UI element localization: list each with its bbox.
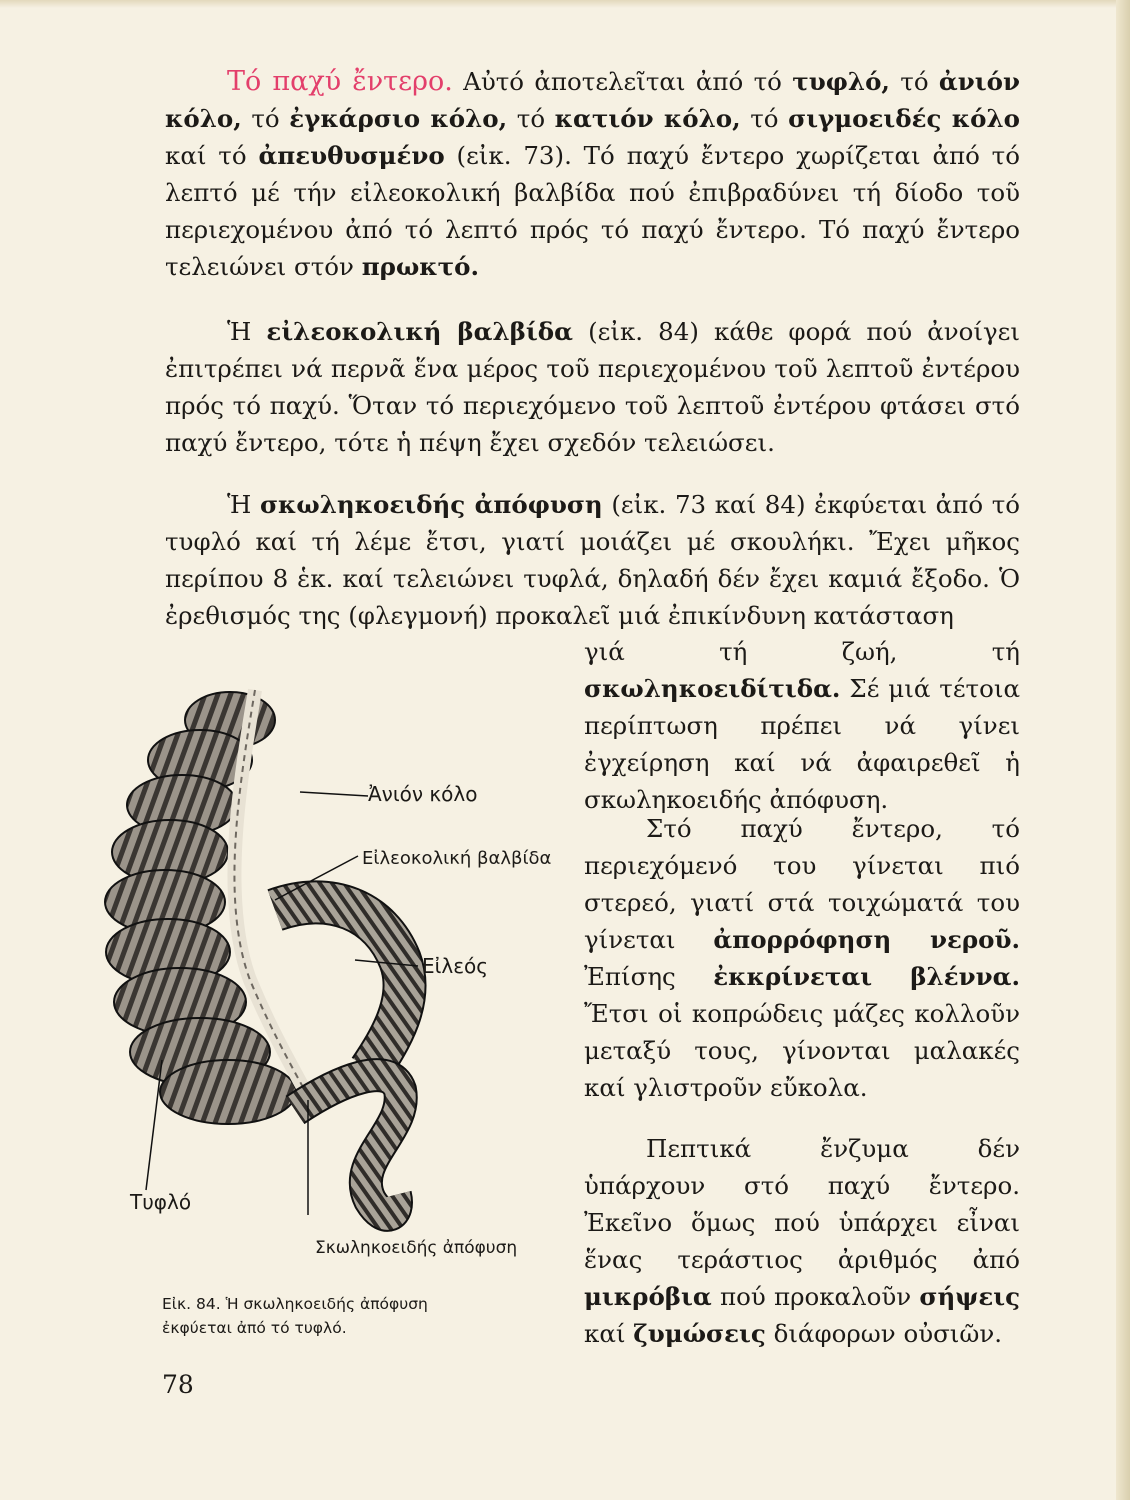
label-appendix: Σκωληκοειδής ἀπόφυση (315, 1238, 518, 1258)
section-heading: Τό παχύ ἔντερο. (227, 66, 453, 97)
label-ascending-colon: Ἀνιόν κόλο (368, 782, 478, 806)
page-top-shadow (0, 0, 1130, 8)
label-ileum: Εἰλεός (422, 954, 489, 978)
figure-caption: Εἰκ. 84. Ἡ σκωληκοειδής ἀπόφυση ἐκφύεται ἀπό τό τυφλό. (162, 1295, 428, 1337)
page-right-edge (1116, 0, 1130, 1500)
label-ileocecal-valve: Εἰλεοκολική βαλβίδα (362, 848, 552, 869)
colon-haustra (105, 692, 296, 1124)
figure-large-intestine (100, 660, 580, 1260)
intestine-illustration (100, 660, 580, 1260)
paragraph-appendix: Ἡ σκωληκοειδής ἀπόφυση (εἰκ. 73 καί 84) ἐκφύεται ἀπό τό τυφλό καί τή λέμε ἔτσι, γιατί μοιάζει μέ σκουλήκι. Ἔχει μῆκος περίπου 8 ἑκ. καί τελειώνει τυφλά, δηλαδή δέν ἔχει καμιά ἔξοδο. Ὁ ἐρεθισμός της (φλεγμονή) προκαλεῖ μιά ἐπικίνδυνη κατάσταση (165, 490, 1020, 630)
paragraph-microbes: Πεπτικά ἔνζυμα δέν ὑπάρχουν στό παχύ ἔντερο. Ἐκεῖνο ὅμως πού ὑπάρχει εἶναι ἕνας τεράστιος ἀριθμός ἀπό μικρόβια πού προκαλοῦν σήψεις καί ζυμώσεις διάφορων οὐσιῶν. (584, 1134, 1020, 1348)
page-number: 78 (162, 1370, 194, 1399)
paragraph-water-absorption: Στό παχύ ἔντερο, τό περιεχόμενό του γίνεται πιό στερεό, γιατί στά τοιχώματά του γίνεται ἀπορρόφηση νεροῦ. Ἐπίσης ἐκκρίνεται βλέννα. Ἔτσι οἱ κοπρώδεις μάζες κολλοῦν μεταξύ τους, γίνονται μαλακές καί γλιστροῦν εὔκολα. (584, 814, 1021, 1102)
label-cecum: Τυφλό (130, 1190, 192, 1214)
paragraph-ileocecal-valve: Ἡ εἰλεοκολική βαλβίδα (εἰκ. 84) κάθε φορά πού ἀνοίγει ἐπιτρέπει νά περνᾶ ἕνα μέρος τοῦ περιεχομένου τοῦ λεπτοῦ ἐντέρου πρός τό παχύ. Ὅταν τό περιεχόμενο τοῦ λεπτοῦ ἐντέρου φτάσει στό παχύ ἔντερο, τότε ἡ πέψη ἔχει σχεδόν τελειώσει. (165, 317, 1020, 457)
paragraph-appendicitis: γιά τή ζωή, τή σκωληκοειδίτιδα. Σέ μιά τέτοια περίπτωση πρέπει νά γίνει ἐγχείρηση καί νά ἀφαιρεθεῖ ἡ σκωληκοειδής ἀπόφυση. (584, 637, 1020, 814)
paragraph-large-intestine: Τό παχύ ἔντερο. Αὐτό ἀποτελεῖται ἀπό τό τυφλό, τό ἀνιόν κόλο, τό ἐγκάρσιο κόλο, τό κατιόν κόλο, τό σιγμοειδές κόλο καί τό ἀπευθυσμένο (εἰκ. 73). Τό παχύ ἔντερο χωρίζεται ἀπό τό λεπτό μέ τήν εἰλεοκολική βαλβίδα πού ἐπιβραδύνει τή δίοδο τοῦ περιεχομένου ἀπό τό λεπτό πρός τό παχύ ἔντερο. Τό παχύ ἔντερο τελειώνει στόν πρωκτό. (165, 66, 1020, 281)
